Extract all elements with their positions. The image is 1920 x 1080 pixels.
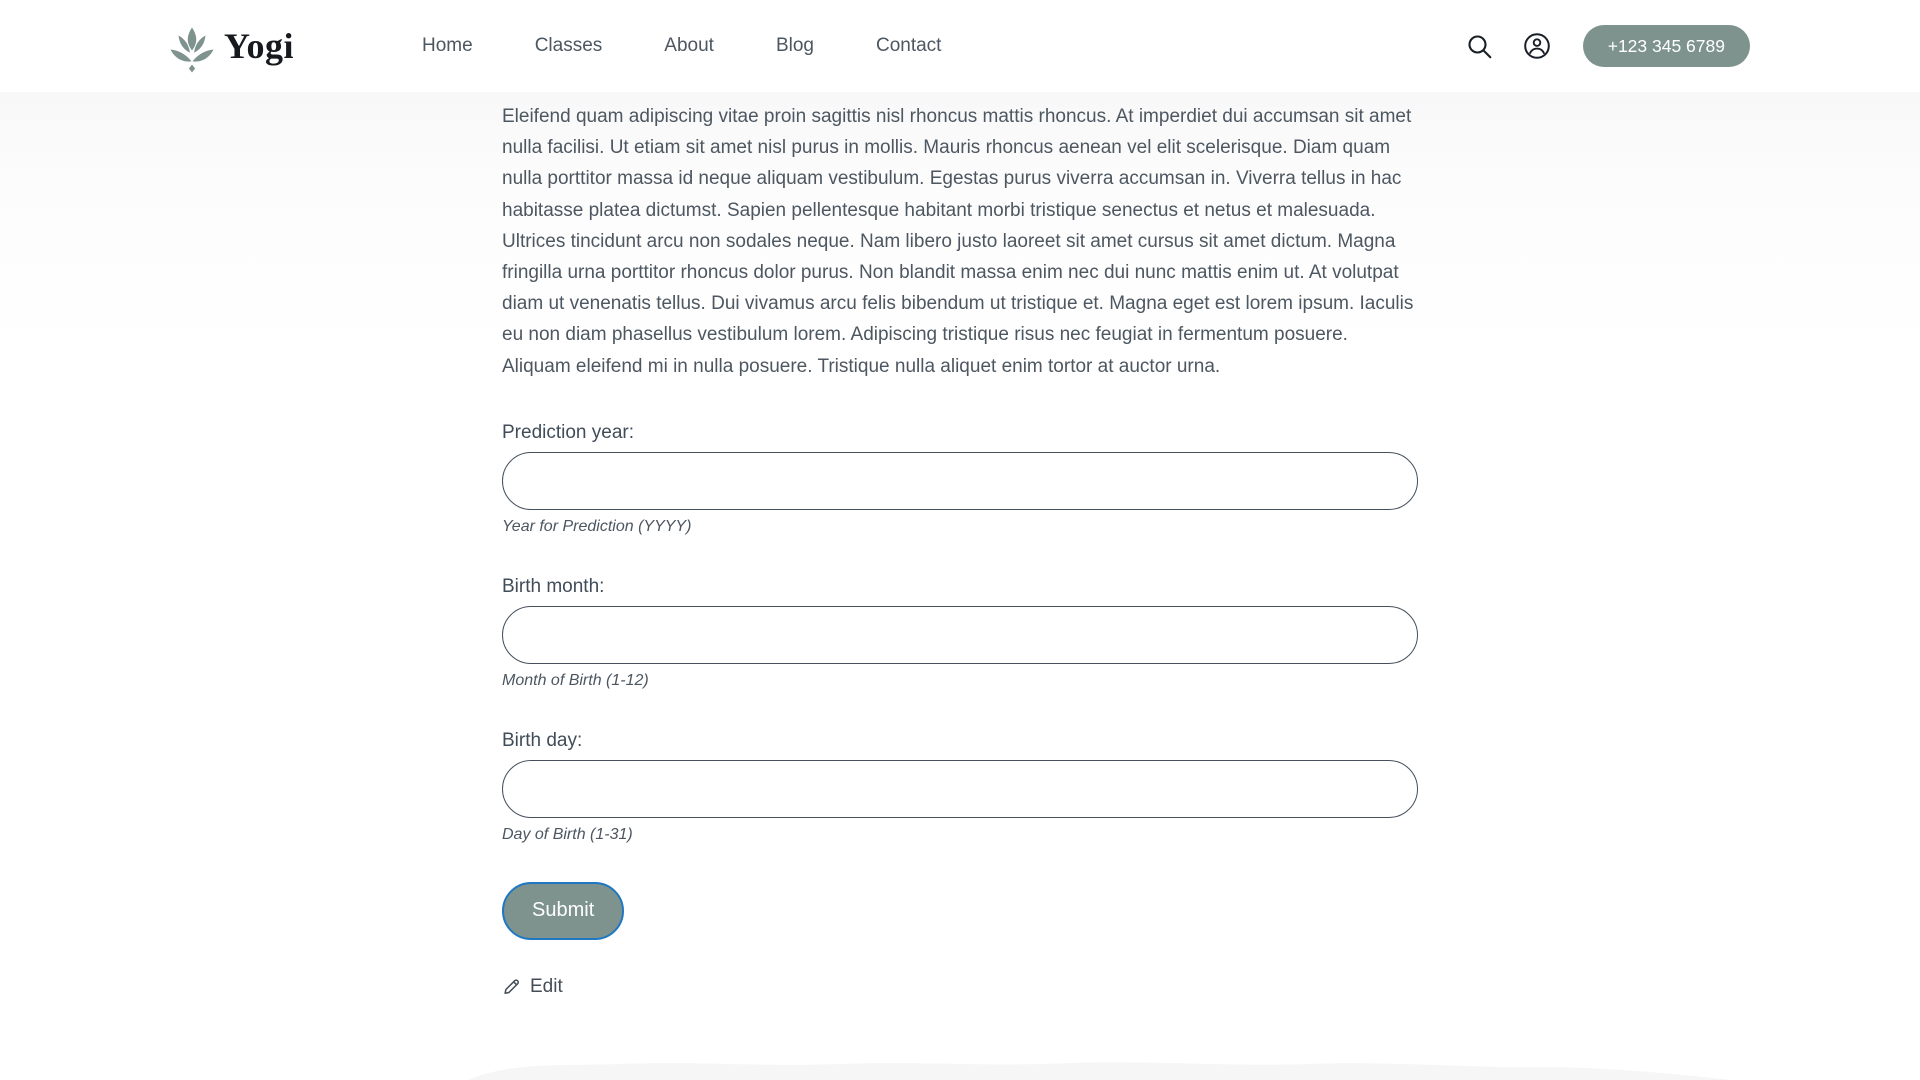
nav-item-classes[interactable]: Classes (534, 35, 603, 56)
birth-day-input[interactable] (502, 760, 1418, 818)
header (0, 0, 1920, 92)
edit-label: Edit (530, 975, 563, 997)
main-content (0, 92, 1920, 1052)
brand-logo[interactable] (170, 20, 294, 73)
nav-item-home[interactable]: Home (422, 35, 473, 56)
field-birth-day (502, 730, 1418, 844)
brand-name: Yogi (224, 26, 295, 66)
birth-day-label: Birth day: (502, 729, 583, 751)
prediction-year-helper: Year for Prediction (YYYY) (502, 517, 692, 535)
lotus-icon (170, 20, 214, 73)
nav-item-contact[interactable]: Contact (875, 35, 942, 56)
header-actions (1466, 25, 1750, 67)
field-birth-month (502, 576, 1418, 690)
field-prediction-year (502, 422, 1418, 536)
submit-button[interactable]: Submit (502, 882, 624, 940)
nav-item-blog[interactable]: Blog (775, 35, 814, 56)
account-icon[interactable] (1523, 32, 1551, 60)
birth-day-helper: Day of Birth (1-31) (502, 825, 633, 843)
pencil-icon (502, 977, 521, 996)
prediction-year-label: Prediction year: (502, 421, 635, 443)
main-nav (422, 35, 941, 57)
intro-paragraph: Eleifend quam adipiscing vitae proin sagittis nisl rhoncus mattis rhoncus. At imperdiet dui accumsan sit amet nulla facilisi. Ut etiam sit amet nisl purus in mollis. Mauris rhoncus aenean vel elit scelerisque. Diam quam nulla porttitor massa id neque aliquam vestibulum. Egestas purus viverra accumsan in. Viverra tellus in hac habitasse platea dictumst. Sapien pellentesque habitant morbi tristique senectus et netus et malesuada. Ultrices tincidunt arcu non sodales neque. Nam libero justo laoreet sit amet cursus sit amet dictum. Magna fringilla urna porttitor rhoncus dolor purus. Non blandit massa enim nec dui nunc mattis enim ut. At volutpat diam ut venenatis tellus. Dui vivamus arcu felis bibendum ut tristique et. Magna eget est lorem ipsum. Iaculis eu non diam phasellus vestibulum lorem. Adipiscing tristique risus nec feugiat in fermentum posuere. Aliquam eleifend mi in nulla posuere. Tristique nulla aliquet enim tortor at auctor urna. (502, 106, 1414, 377)
birth-month-label: Birth month: (502, 575, 605, 597)
decorative-wave (0, 1050, 1920, 1080)
prediction-form (502, 422, 1418, 998)
search-icon[interactable] (1466, 33, 1493, 60)
birth-month-input[interactable] (502, 606, 1418, 664)
phone-button[interactable]: +123 345 6789 (1583, 25, 1750, 67)
edit-link[interactable] (502, 976, 563, 998)
prediction-year-input[interactable] (502, 452, 1418, 510)
nav-item-about[interactable]: About (664, 35, 714, 56)
birth-month-helper: Month of Birth (1-12) (502, 671, 649, 689)
